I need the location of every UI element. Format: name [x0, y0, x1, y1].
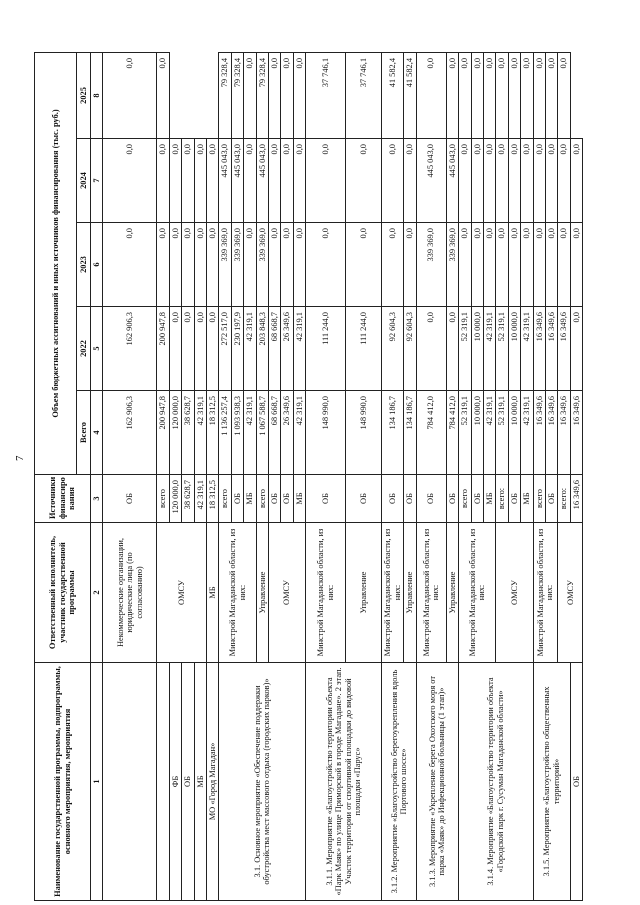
total-cell: 42 319,1	[483, 391, 495, 475]
executor-cell: Управление	[404, 523, 416, 663]
source-cell: ОБ	[182, 663, 194, 901]
year-2024-cell: 0,0	[293, 139, 305, 223]
year-2024-cell: 445 043,0	[256, 139, 268, 223]
source-cell: ОБ	[508, 475, 520, 523]
year-2025-cell: 0,0	[207, 139, 219, 223]
year-2025-cell: 41 582,4	[382, 52, 404, 138]
total-cell: 148 990,0	[346, 391, 382, 475]
source-cell: всего	[219, 475, 231, 523]
executor-cell: Минстрой Магаданской области, из них:	[416, 523, 446, 663]
table-row	[194, 52, 206, 900]
executor-cell: Управление	[256, 523, 268, 663]
total-cell: 148 990,0	[306, 391, 346, 475]
activity-name-cell: 3.1.5. Мероприятие «Благоустройство общественных территорий»	[533, 663, 570, 901]
source-cell: МБ	[207, 523, 219, 663]
executor-cell: ОМСУ	[558, 523, 583, 663]
year-2025-cell: 0,0	[521, 52, 533, 138]
total-cell: 26 349,6	[281, 391, 293, 475]
year-2022-cell: 26 349,6	[281, 307, 293, 391]
column-number: 6	[91, 223, 103, 307]
source-cell: ОБ	[103, 475, 157, 523]
column-number: 1	[91, 663, 103, 901]
total-cell: 162 906,3	[103, 391, 157, 475]
year-2023-cell: 339 369,0	[231, 223, 243, 307]
total-cell: 16 349,6	[558, 391, 570, 475]
year-2022-cell: 42 319,1	[521, 307, 533, 391]
source-cell: МБ	[293, 475, 305, 523]
year-2024-cell: 0,0	[382, 139, 404, 223]
total-cell: 200 947,8	[157, 391, 169, 475]
source-cell: ОБ	[471, 475, 483, 523]
year-2023-cell: 339 369,0	[446, 223, 458, 307]
year-2023-cell: 0,0	[570, 307, 582, 391]
source-cell: ОБ	[269, 475, 281, 523]
year-2024-cell: 0,0	[281, 139, 293, 223]
source-cell: ОБ	[404, 475, 416, 523]
total-cell: 16 349,6	[570, 475, 582, 523]
total-cell: 42 319,1	[194, 475, 206, 523]
year-2023-cell: 0,0	[244, 223, 256, 307]
executor-cell: Некоммерческие организации, юридические лица (по согласованию)	[103, 523, 157, 663]
year-2025-cell: 0,0	[269, 52, 281, 138]
year-2025-cell: 0,0	[169, 139, 181, 223]
year-2025-cell: 0,0	[533, 52, 545, 138]
year-2025-cell: 0,0	[508, 52, 520, 138]
year-2024-cell: 0,0	[496, 139, 508, 223]
year-2024-cell: 0,0	[244, 139, 256, 223]
page-number: 7	[14, 455, 26, 461]
year-2024-cell: 0,0	[182, 223, 194, 307]
column-number: 5	[91, 307, 103, 391]
table-body	[103, 52, 583, 900]
activity-name-cell: 3.1.3. Мероприятие «Укрепление берега Охотского моря от парка «Маяк» до Инфекционной больницы (1 этап)»	[416, 663, 458, 901]
source-cell: ОБ	[446, 475, 458, 523]
year-2023-cell: 0,0	[293, 223, 305, 307]
total-cell: 16 349,6	[533, 391, 545, 475]
year-2022-cell: 16 349,6	[533, 307, 545, 391]
executor-cell: Управление	[346, 523, 382, 663]
year-2022-cell: 0,0	[416, 307, 446, 391]
year-2024-cell: 445 043,0	[219, 139, 231, 223]
column-number: 7	[91, 139, 103, 223]
year-2024-cell: 0,0	[269, 139, 281, 223]
year-2022-cell: 42 319,1	[293, 307, 305, 391]
source-cell: всего	[533, 475, 545, 523]
year-2024-cell: 0,0	[508, 139, 520, 223]
year-2025-cell: 41 582,4	[404, 52, 416, 138]
year-2025-cell: 0,0	[483, 52, 495, 138]
executor-cell: Минстрой Магаданской области, из них:	[533, 523, 558, 663]
year-2024-cell: 0,0	[169, 223, 181, 307]
executor-cell: Управление	[446, 523, 458, 663]
year-2024-cell: 0,0	[570, 223, 582, 307]
year-2025-cell: 79 328,4	[256, 52, 268, 138]
year-2022-cell: 92 604,3	[382, 307, 404, 391]
year-2024-cell: 0,0	[194, 223, 206, 307]
total-cell: 784 412,0	[416, 391, 446, 475]
year-2025-cell: 0,0	[157, 52, 169, 138]
table-row	[103, 52, 157, 900]
total-cell: 1 136 257,4	[219, 391, 231, 475]
year-2025-cell: 0,0	[570, 139, 582, 223]
header-total: Всего	[77, 391, 91, 475]
year-2025-cell: 0,0	[446, 52, 458, 138]
executor-cell: Минстрой Магаданской области, из них:	[459, 523, 496, 663]
year-2025-cell: 0,0	[496, 52, 508, 138]
year-2025-cell: 0,0	[471, 52, 483, 138]
year-2025-cell: 0,0	[416, 52, 446, 138]
year-2022-cell: 162 906,3	[103, 307, 157, 391]
executor-cell: МО «Город Магадан»	[207, 663, 219, 901]
source-cell: ОБ	[346, 475, 382, 523]
year-2023-cell: 0,0	[558, 223, 570, 307]
year-2022-cell: 42 319,1	[483, 307, 495, 391]
executor-cell: Минстрой Магаданской области, из них:	[306, 523, 346, 663]
year-2023-cell: 0,0	[182, 307, 194, 391]
year-2025-cell: 0,0	[194, 139, 206, 223]
year-2022-cell: 42 319,1	[244, 307, 256, 391]
year-2024-cell: 0,0	[207, 223, 219, 307]
table-row	[533, 52, 545, 900]
activity-name-cell: 3.1.4. Мероприятие «Благоустройство территории объекта «Городской парк г. Сусуман Магаданской области»	[459, 663, 533, 901]
year-2022-cell: 272 517,0	[219, 307, 231, 391]
year-2025-cell: 0,0	[293, 52, 305, 138]
total-cell: 134 186,7	[404, 391, 416, 475]
year-2022-cell: 42 319,1	[194, 391, 206, 475]
column-number: 4	[91, 391, 103, 475]
year-2022-cell: 92 604,3	[404, 307, 416, 391]
table-row	[382, 52, 404, 900]
year-2022-cell: 16 349,6	[545, 307, 557, 391]
year-2022-cell: 38 628,7	[182, 391, 194, 475]
year-2025-cell: 0,0	[281, 52, 293, 138]
year-2023-cell: 339 369,0	[416, 223, 446, 307]
executor-cell: ОМСУ	[157, 523, 207, 663]
year-2023-cell: 0,0	[533, 223, 545, 307]
source-cell: всего	[256, 475, 268, 523]
year-2022-cell: 111 244,0	[306, 307, 346, 391]
year-2023-cell: 0,0	[281, 223, 293, 307]
year-2025-cell: 37 746,1	[306, 52, 346, 138]
total-cell: 16 349,6	[545, 391, 557, 475]
total-cell: 42 319,1	[521, 391, 533, 475]
year-2023-cell: 0,0	[496, 223, 508, 307]
activity-name-cell	[103, 663, 157, 901]
budget-table	[34, 52, 583, 901]
source-cell: всего:	[496, 475, 508, 523]
year-2024-cell: 0,0	[103, 139, 157, 223]
header-year: 2024	[77, 139, 91, 223]
total-cell: 68 668,7	[269, 391, 281, 475]
total-cell: 784 412,0	[446, 391, 458, 475]
year-2022-cell: 230 197,9	[231, 307, 243, 391]
source-cell: ОБ	[416, 475, 446, 523]
year-2022-cell: 18 312,5	[207, 391, 219, 475]
year-2023-cell: 0,0	[545, 223, 557, 307]
year-2023-cell: 0,0	[269, 223, 281, 307]
source-cell: ОБ	[570, 663, 582, 901]
total-cell: 134 186,7	[382, 391, 404, 475]
year-2023-cell: 0,0	[169, 307, 181, 391]
year-2022-cell: 10 000,0	[508, 307, 520, 391]
year-2024-cell: 0,0	[459, 139, 471, 223]
total-cell: 42 319,1	[244, 391, 256, 475]
executor-cell: ОМСУ	[496, 523, 533, 663]
year-2023-cell: 0,0	[306, 223, 346, 307]
column-number: 3	[91, 475, 103, 523]
source-cell: МБ	[244, 475, 256, 523]
year-2022-cell: 52 319,1	[496, 307, 508, 391]
total-cell: 42 319,1	[293, 391, 305, 475]
year-2024-cell: 445 043,0	[416, 139, 446, 223]
header-source: Источники финансиро вания	[35, 475, 91, 523]
year-2023-cell: 0,0	[207, 307, 219, 391]
year-2024-cell: 0,0	[521, 139, 533, 223]
year-2023-cell: 339 369,0	[219, 223, 231, 307]
executor-cell: Минстрой Магаданской области, из них:	[382, 523, 404, 663]
source-cell: ОБ	[545, 475, 557, 523]
year-2024-cell: 0,0	[306, 139, 346, 223]
header-program-name: Наименование государственной программы, подпрограммы, основного мероприятия, мероприятия	[35, 663, 91, 901]
total-cell: 1 093 938,3	[231, 391, 243, 475]
year-2022-cell: 200 947,8	[157, 307, 169, 391]
year-2025-cell: 79 328,4	[219, 52, 231, 138]
header-executor: Ответственный исполнитель, участник государственной программы	[35, 523, 91, 663]
year-2022-cell: 16 349,6	[570, 391, 582, 475]
year-2022-cell: 0,0	[446, 307, 458, 391]
year-2023-cell: 0,0	[103, 223, 157, 307]
header-year: 2025	[77, 52, 91, 138]
year-2023-cell: 0,0	[459, 223, 471, 307]
year-2025-cell: 0,0	[103, 52, 157, 138]
year-2023-cell: 0,0	[194, 307, 206, 391]
year-2025-cell: 79 328,4	[231, 52, 243, 138]
total-cell: 10 000,0	[471, 391, 483, 475]
year-2023-cell: 339 369,0	[256, 223, 268, 307]
source-cell: ОБ	[281, 475, 293, 523]
source-cell: ОБ	[306, 475, 346, 523]
table-row	[570, 52, 582, 900]
year-2024-cell: 0,0	[545, 139, 557, 223]
table-row	[219, 52, 231, 900]
source-cell: ОБ	[382, 475, 404, 523]
year-2022-cell: 10 000,0	[471, 307, 483, 391]
year-2022-cell: 111 244,0	[346, 307, 382, 391]
source-cell: ФБ	[169, 663, 181, 901]
activity-name-cell: 3.1.2. Мероприятие «Благоустройство берегоукрепления вдоль Портового шоссе»	[382, 663, 416, 901]
year-2025-cell: 37 746,1	[346, 52, 382, 138]
year-2023-cell: 0,0	[521, 223, 533, 307]
total-cell: 1 067 588,7	[256, 391, 268, 475]
total-cell: 120 000,0	[169, 475, 181, 523]
table-row	[459, 52, 471, 900]
year-2023-cell: 0,0	[346, 223, 382, 307]
table-row	[416, 52, 446, 900]
year-2022-cell: 16 349,6	[558, 307, 570, 391]
total-cell: 52 319,1	[496, 391, 508, 475]
year-2025-cell: 0,0	[459, 52, 471, 138]
year-2023-cell: 0,0	[508, 223, 520, 307]
year-2023-cell: 0,0	[483, 223, 495, 307]
table-row	[306, 52, 346, 900]
year-2024-cell: 0,0	[533, 139, 545, 223]
year-2024-cell: 0,0	[483, 139, 495, 223]
total-cell: 18 312,5	[207, 475, 219, 523]
year-2024-cell: 445 043,0	[231, 139, 243, 223]
year-2023-cell: 0,0	[382, 223, 404, 307]
source-cell: всего:	[558, 475, 570, 523]
activity-name-cell: 3.1.1. Мероприятие «Благоустройство территории объекта «Парк Маяк» по улице Приморской в городе Магадане». 2 этап. Участок территории от спортивной площадки до видовой площадки «Парус»	[306, 663, 382, 901]
year-2025-cell: 0,0	[545, 52, 557, 138]
source-cell: МБ	[483, 475, 495, 523]
header-year: 2022	[77, 307, 91, 391]
total-cell: 38 628,7	[182, 475, 194, 523]
year-2025-cell: 0,0	[244, 52, 256, 138]
year-2024-cell: 0,0	[157, 139, 169, 223]
year-2022-cell: 52 319,1	[459, 307, 471, 391]
table-row	[207, 52, 219, 900]
executor-cell: Минстрой Магаданской области, из них:	[219, 523, 256, 663]
column-number: 2	[91, 523, 103, 663]
table-row	[182, 52, 194, 900]
year-2022-cell: 68 668,7	[269, 307, 281, 391]
source-cell: всего	[157, 475, 169, 523]
year-2024-cell: 445 043,0	[446, 139, 458, 223]
year-2022-cell: 203 848,3	[256, 307, 268, 391]
year-2025-cell: 0,0	[182, 139, 194, 223]
source-cell: ОБ	[231, 475, 243, 523]
activity-name-cell: 3.1. Основное мероприятие «Обеспечение поддержки обустройства мест массового отдыха (городских парков)»	[219, 663, 306, 901]
header-funding-group: Объем бюджетных ассигнований и иных источников финансирования (тыс. руб.)	[35, 52, 77, 474]
source-cell: МБ	[194, 663, 206, 901]
activity-name-cell	[157, 663, 169, 901]
column-number: 8	[91, 52, 103, 138]
year-2024-cell: 0,0	[558, 139, 570, 223]
total-cell: 10 000,0	[508, 391, 520, 475]
year-2025-cell: 0,0	[558, 52, 570, 138]
table-row	[157, 52, 169, 900]
header-year: 2023	[77, 223, 91, 307]
executor-cell: ОМСУ	[269, 523, 306, 663]
table-row	[169, 52, 181, 900]
total-cell: 52 319,1	[459, 391, 471, 475]
source-cell: всего	[459, 475, 471, 523]
year-2023-cell: 0,0	[404, 223, 416, 307]
year-2022-cell: 120 000,0	[169, 391, 181, 475]
year-2024-cell: 0,0	[404, 139, 416, 223]
year-2024-cell: 0,0	[346, 139, 382, 223]
year-2023-cell: 0,0	[157, 223, 169, 307]
source-cell: МБ	[521, 475, 533, 523]
year-2023-cell: 0,0	[471, 223, 483, 307]
year-2024-cell: 0,0	[471, 139, 483, 223]
